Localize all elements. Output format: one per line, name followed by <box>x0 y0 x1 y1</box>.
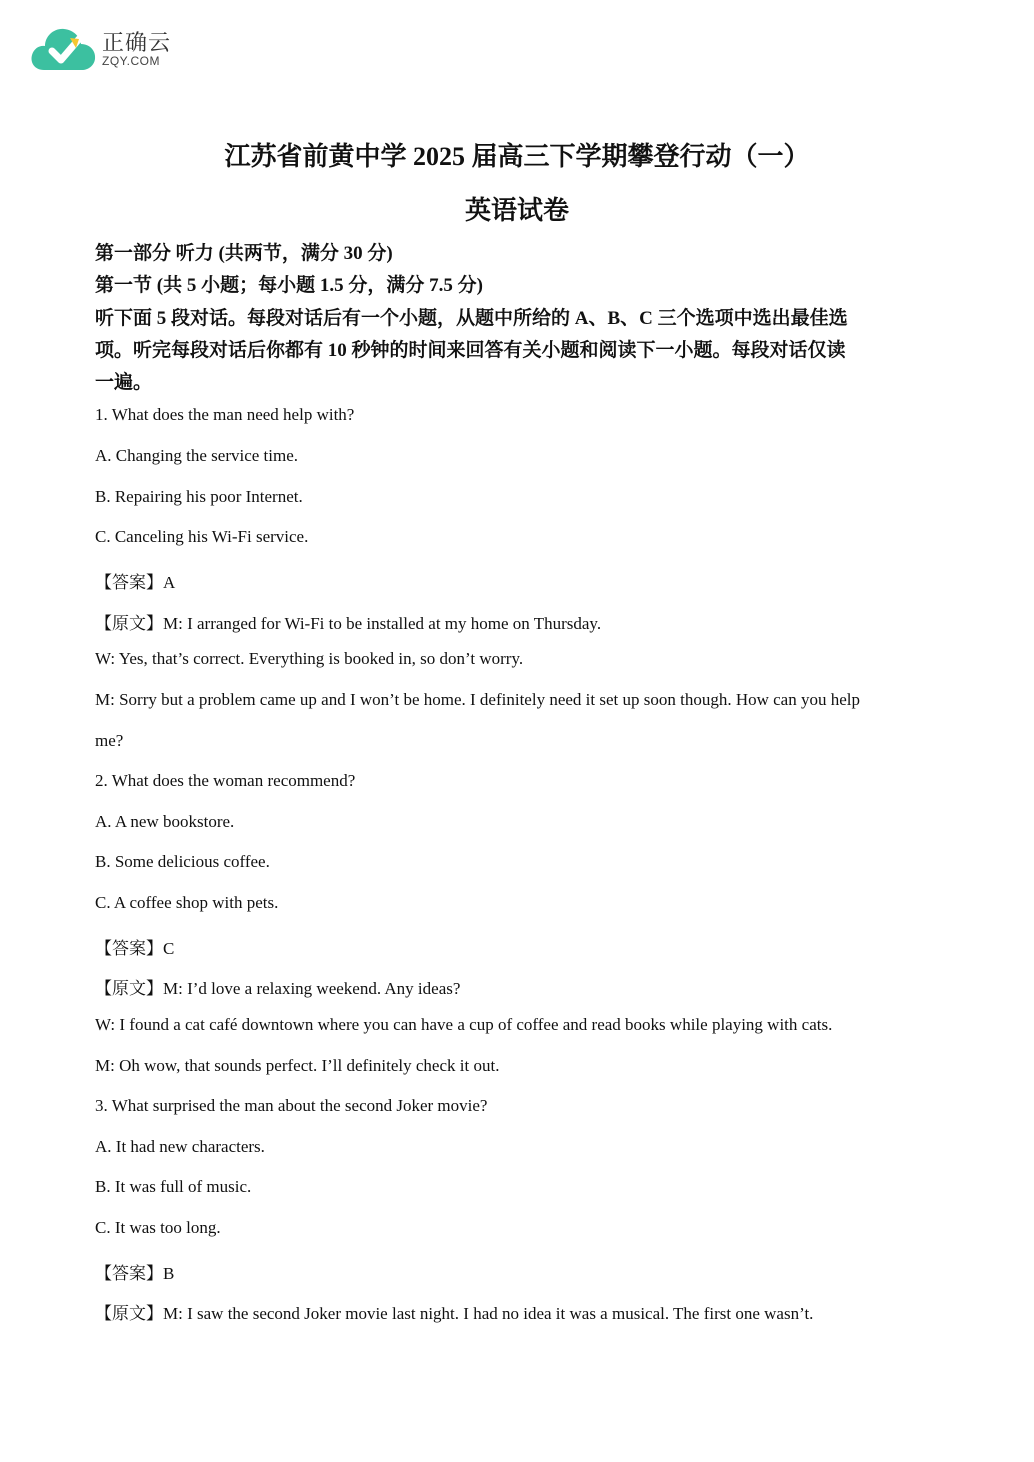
option-a: A. It had new characters. <box>95 1137 265 1156</box>
option-b: B. Some delicious coffee. <box>95 852 270 871</box>
exam-title: 江苏省前黄中学 2025 届高三下学期攀登行动（一） <box>224 142 810 171</box>
option-a: A. Changing the service time. <box>95 446 299 465</box>
option-c: C. Canceling his Wi-Fi service. <box>95 527 309 546</box>
transcript-line: 【原文】M: I arranged for Wi-Fi to be installed at my home on Thursday. <box>95 614 602 633</box>
transcript-line: M: Sorry but a problem came up and I won’t be home. I definitely need it set up soon though. How can you help <box>95 690 860 709</box>
logo <box>30 22 190 74</box>
transcript-line: M: Oh wow, that sounds perfect. I’ll definitely check it out. <box>95 1056 500 1075</box>
question-2: 2. What does the woman recommend? <box>95 771 356 790</box>
transcript-line: 【原文】M: I’d love a relaxing weekend. Any ideas? <box>95 979 461 998</box>
transcript-line: me? <box>95 731 124 750</box>
transcript-line: 【原文】M: I saw the second Joker movie last night. I had no idea it was a musical. The first one wasn’t. <box>95 1304 814 1323</box>
logo-brand-text: 正确云 <box>102 31 172 56</box>
transcript-line: W: Yes, that’s correct. Everything is booked in, so don’t worry. <box>95 649 524 668</box>
instructions-line: 一遍。 <box>95 372 153 393</box>
question-3: 3. What surprised the man about the second Joker movie? <box>95 1096 488 1115</box>
answer: 【答案】A <box>95 573 176 592</box>
option-b: B. It was full of music. <box>95 1177 252 1196</box>
answer: 【答案】C <box>95 939 175 958</box>
transcript-line: W: I found a cat café downtown where you can have a cup of coffee and read books while playing with cats. <box>95 1015 833 1034</box>
section-heading: 第一节 (共 5 小题；每小题 1.5 分，满分 7.5 分) <box>95 275 483 296</box>
option-b: B. Repairing his poor Internet. <box>95 487 303 506</box>
part-heading: 第一部分 听力 (共两节，满分 30 分) <box>95 243 393 264</box>
option-c: C. A coffee shop with pets. <box>95 893 279 912</box>
instructions-line: 听下面 5 段对话。每段对话后有一个小题，从题中所给的 A、B、C 三个选项中选出最佳选 <box>95 308 848 329</box>
question-1: 1. What does the man need help with? <box>95 405 355 424</box>
cloud-check-icon <box>30 24 96 72</box>
answer: 【答案】B <box>95 1264 175 1283</box>
logo-domain-text: ZQY.COM <box>102 54 160 68</box>
exam-subtitle: 英语试卷 <box>464 196 569 225</box>
option-c: C. It was too long. <box>95 1218 221 1237</box>
instructions-line: 项。听完每段对话后你都有 10 秒钟的时间来回答有关小题和阅读下一小题。每段对话仅读 <box>95 340 846 361</box>
option-a: A. A new bookstore. <box>95 812 235 831</box>
